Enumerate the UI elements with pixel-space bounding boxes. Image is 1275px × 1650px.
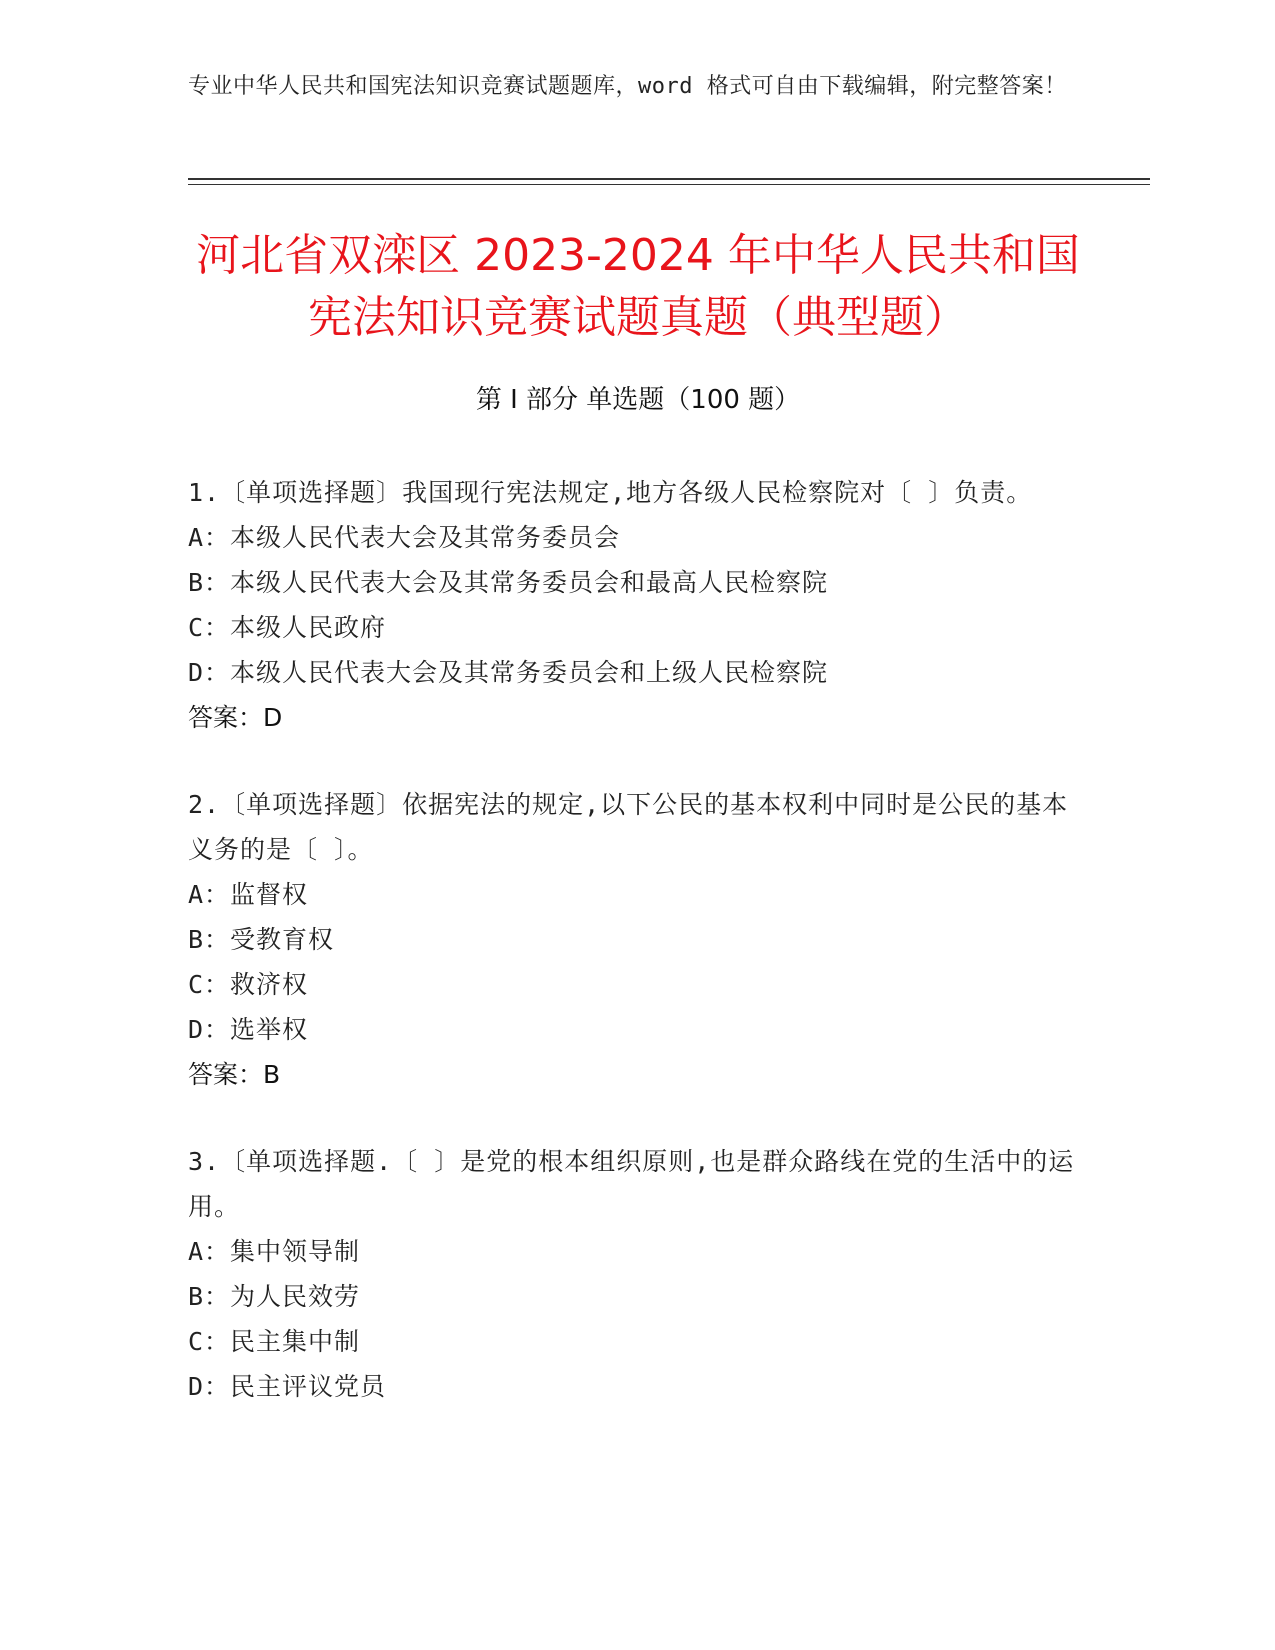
- option-c: C：救济权: [188, 970, 309, 999]
- option-b: B：本级人民代表大会及其常务委员会和最高人民检察院: [188, 568, 829, 597]
- option-b: B：受教育权: [188, 925, 335, 954]
- option-a: A：本级人民代表大会及其常务委员会: [188, 523, 621, 552]
- section-title: 第 I 部分 单选题（100 题）: [475, 385, 801, 415]
- question-stem: 2.〔单项选择题〕依据宪法的规定,以下公民的基本权利中同时是公民的基本义务的是〔 〕。: [188, 790, 1069, 864]
- document-title-line-2: 宪法知识竞赛试题真题（典型题）: [308, 292, 968, 343]
- answer-line: 答案：B: [188, 1060, 281, 1089]
- option-b: B：为人民效劳: [188, 1282, 361, 1311]
- option-d: D：本级人民代表大会及其常务委员会和上级人民检察院: [188, 658, 829, 687]
- option-a: A：集中领导制: [188, 1237, 361, 1266]
- answer-line: 答案：D: [188, 703, 283, 732]
- question-list: [188, 470, 1088, 1451]
- question-3: [188, 1139, 1088, 1409]
- question-2: [188, 782, 1088, 1097]
- question-stem: 3.〔单项选择题.〔 〕是党的根本组织原则,也是群众路线在党的生活中的运用。: [188, 1147, 1075, 1221]
- option-d: D：选举权: [188, 1015, 309, 1044]
- option-c: C：民主集中制: [188, 1327, 361, 1356]
- document-title: [188, 225, 1088, 349]
- option-c: C：本级人民政府: [188, 613, 387, 642]
- header-rule-thick: [188, 178, 1150, 180]
- question-stem: 1.〔单项选择题〕我国现行宪法规定,地方各级人民检察院对〔 〕负责。: [188, 478, 1033, 507]
- option-a: A：监督权: [188, 880, 309, 909]
- question-1: [188, 470, 1088, 740]
- header-note: 专业中华人民共和国宪法知识竞赛试题题库，word 格式可自由下载编辑，附完整答案！: [188, 74, 1067, 99]
- header-rule-thin: [188, 184, 1150, 185]
- document-title-line-1: 河北省双滦区 2023-2024 年中华人民共和国: [196, 230, 1080, 281]
- option-d: D：民主评议党员: [188, 1372, 387, 1401]
